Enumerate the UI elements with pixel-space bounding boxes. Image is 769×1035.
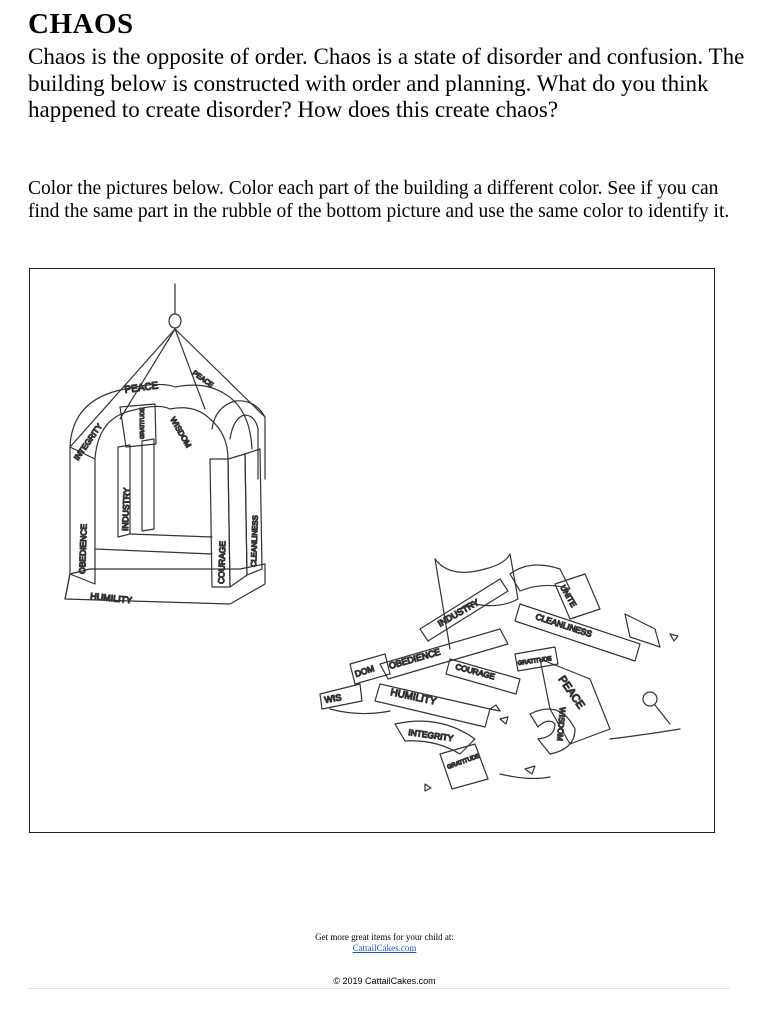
rubble-label-integrity: INTEGRITY xyxy=(407,727,455,744)
label-courage: COURAGE xyxy=(216,540,228,585)
label-industry: INDUSTRY xyxy=(120,487,132,532)
footer-link-wrapper xyxy=(0,943,769,953)
label-gratitude: GRATITUDE xyxy=(140,407,146,439)
rubble-label-gratitude: GRATITUDE xyxy=(517,656,553,667)
label-integrity: INTEGRITY xyxy=(72,422,105,463)
footer-link[interactable]: CattailCakes.com xyxy=(352,943,417,953)
rubble-label-peace: PEACE xyxy=(555,673,587,712)
intro-paragraph: Chaos is the opposite of order. Chaos is a state of disorder and confusion. The building below is constructed with order and planning. What do you think happened to create disorder? How does this create chaos? xyxy=(28,44,745,122)
coloring-illustration-frame xyxy=(29,268,715,833)
rubble-drawing xyxy=(320,554,680,791)
rubble-label-courage: COURAGE xyxy=(454,662,496,682)
rubble-finial-ball xyxy=(643,692,657,706)
rubble-label-wis: WIS xyxy=(323,692,343,705)
instructions-paragraph: Color the pictures below. Color each part of the building a different color. See if you can find the same part in the rubble of the bottom picture and use the same color to identify it. xyxy=(28,178,730,222)
coloring-illustration xyxy=(30,269,715,833)
rubble-label-obedience: OBEDIENCE xyxy=(387,646,442,671)
rubble-unite-block xyxy=(555,574,600,619)
label-humility: HUMILITY xyxy=(89,591,133,606)
page-title: CHAOS xyxy=(28,8,134,40)
rubble-label-industry: INDUSTRY xyxy=(436,597,481,629)
building-drawing xyxy=(65,284,265,605)
label-wisdom: WISDOM xyxy=(168,415,193,450)
copyright-text: © 2019 CattailCakes.com xyxy=(333,976,436,986)
rubble-label-cleanliness: CLEANLINESS xyxy=(534,611,594,640)
footer-promo-text: Get more great items for your child at: xyxy=(315,932,454,942)
label-obedience: OBEDIENCE xyxy=(77,523,89,575)
finial-ball xyxy=(169,314,181,328)
rubble-label-wisdom: WISDOM xyxy=(555,706,567,742)
footer-divider xyxy=(28,988,730,989)
rubble-label-humility: HUMILITY xyxy=(389,687,438,708)
rubble-wisdom-arch xyxy=(530,706,575,754)
label-cleanliness: CLEANLINESS xyxy=(249,515,260,568)
label-peace: PEACE xyxy=(123,380,159,396)
rubble-label-dom: DOM xyxy=(353,663,376,679)
rubble-label-unite: UNITE xyxy=(558,583,579,609)
label-peace-side: PEACE xyxy=(190,369,215,390)
rubble-label-gratitude-2: GRATITUDE xyxy=(446,753,481,771)
side-arch xyxy=(212,401,265,479)
